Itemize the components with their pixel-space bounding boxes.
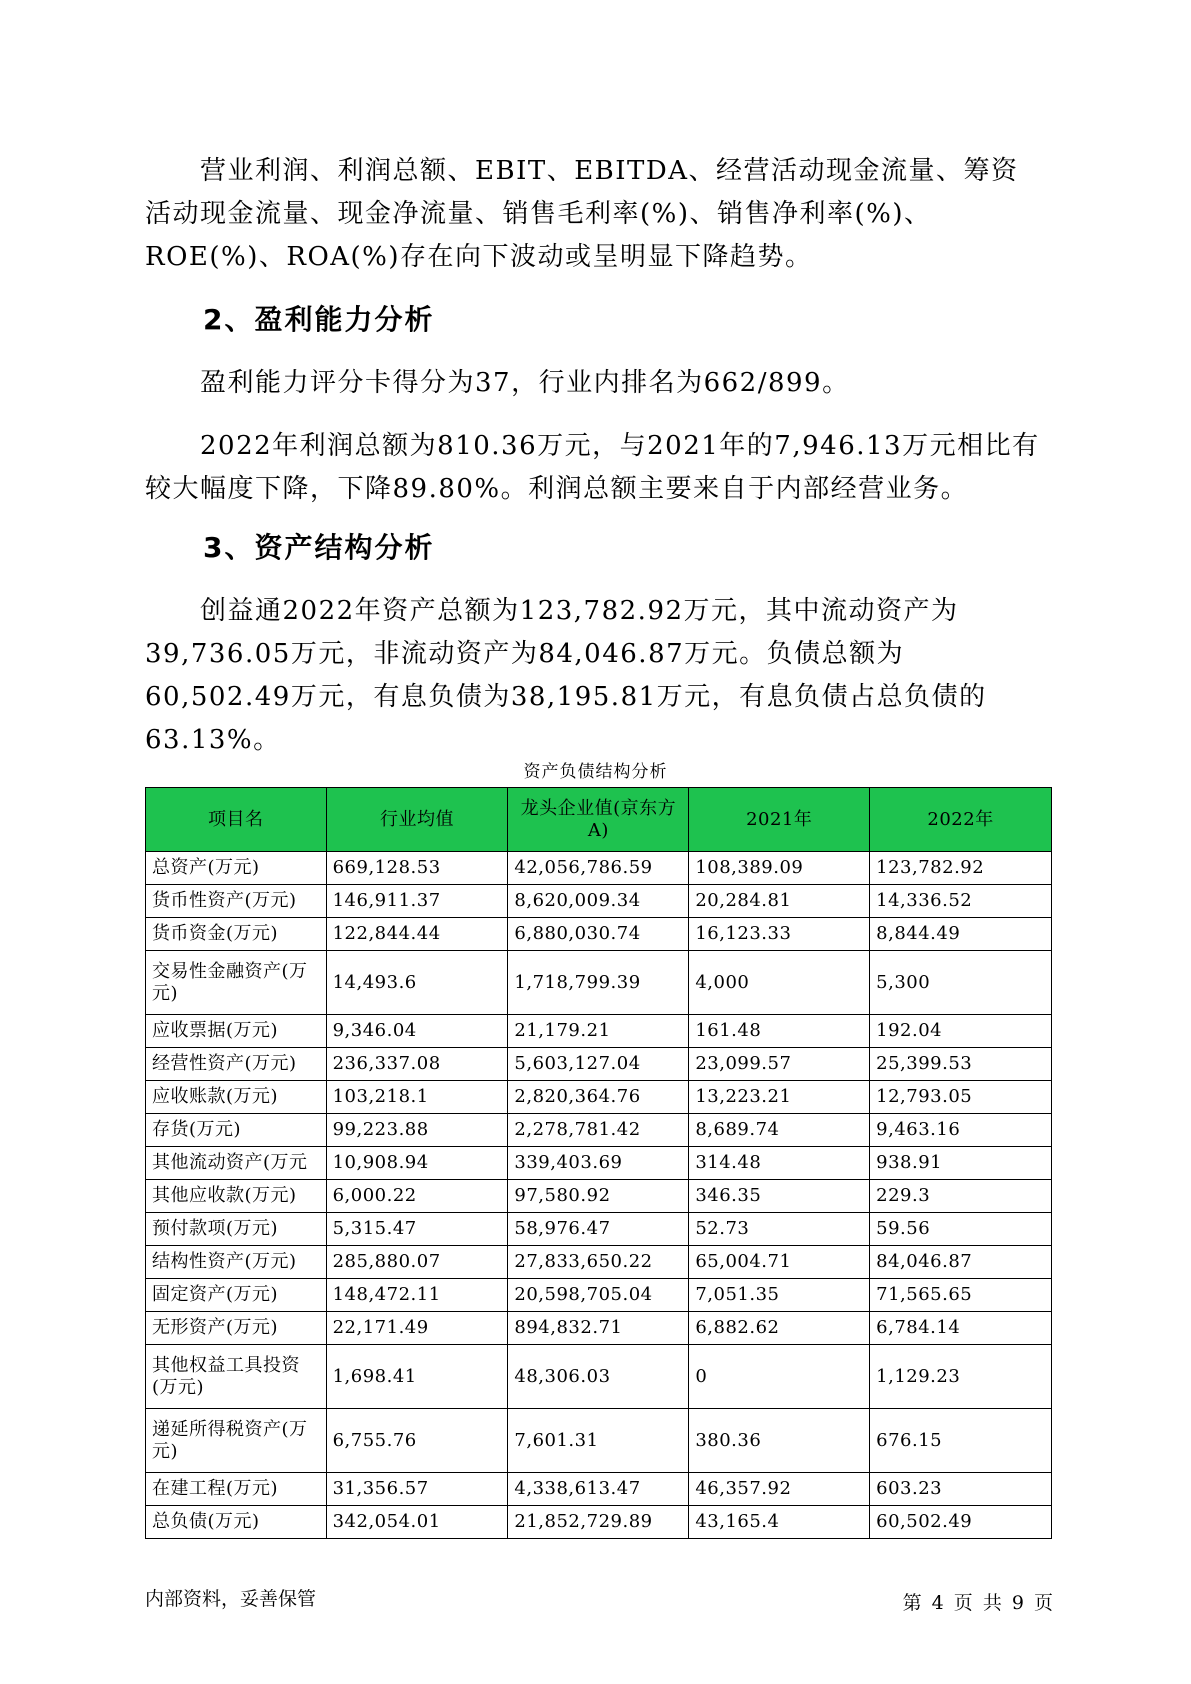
value-cell: 5,300 [870,951,1052,1015]
section-heading-profitability: 2、盈利能力分析 [203,303,435,336]
row-label-cell: 其他权益工具投资(万元) [146,1345,327,1409]
paragraph-profitability-score [145,362,1045,405]
row-label-cell: 结构性资产(万元) [146,1246,327,1279]
row-label-cell: 预付款项(万元) [146,1213,327,1246]
value-cell: 21,852,729.89 [508,1506,689,1539]
value-cell: 676.15 [870,1409,1052,1473]
value-cell: 6,755.76 [326,1409,508,1473]
row-label-cell: 存货(万元) [146,1114,327,1147]
paragraph-total-profit [145,425,1045,511]
value-cell: 31,356.57 [326,1473,508,1506]
table-row [146,1345,1052,1409]
table-row [146,1048,1052,1081]
table-row [146,1409,1052,1473]
value-cell: 1,129.23 [870,1345,1052,1409]
value-cell: 6,784.14 [870,1312,1052,1345]
paragraph-asset-structure [145,590,1045,762]
header-item-name: 项目名 [146,788,327,852]
value-cell: 46,357.92 [689,1473,870,1506]
value-cell: 20,598,705.04 [508,1279,689,1312]
value-cell: 236,337.08 [326,1048,508,1081]
balance-structure-table [145,787,1052,1539]
value-cell: 123,782.92 [870,852,1052,885]
row-label-cell: 无形资产(万元) [146,1312,327,1345]
table-header-row [146,788,1052,852]
value-cell: 14,336.52 [870,885,1052,918]
row-label-cell: 货币资金(万元) [146,918,327,951]
value-cell: 10,908.94 [326,1147,508,1180]
value-cell: 9,346.04 [326,1015,508,1048]
row-label-cell: 在建工程(万元) [146,1473,327,1506]
row-label-cell: 总资产(万元) [146,852,327,885]
value-cell: 8,620,009.34 [508,885,689,918]
value-cell: 5,315.47 [326,1213,508,1246]
header-year-2022: 2022年 [870,788,1052,852]
header-year-2021: 2021年 [689,788,870,852]
value-cell: 60,502.49 [870,1506,1052,1539]
value-cell: 22,171.49 [326,1312,508,1345]
value-cell: 27,833,650.22 [508,1246,689,1279]
value-cell: 346.35 [689,1180,870,1213]
value-cell: 20,284.81 [689,885,870,918]
value-cell: 99,223.88 [326,1114,508,1147]
table-row [146,1147,1052,1180]
value-cell: 16,123.33 [689,918,870,951]
value-cell: 6,000.22 [326,1180,508,1213]
value-cell: 5,603,127.04 [508,1048,689,1081]
value-cell: 9,463.16 [870,1114,1052,1147]
value-cell: 314.48 [689,1147,870,1180]
value-cell: 1,698.41 [326,1345,508,1409]
value-cell: 7,601.31 [508,1409,689,1473]
table-row [146,1015,1052,1048]
value-cell: 6,882.62 [689,1312,870,1345]
value-cell: 48,306.03 [508,1345,689,1409]
row-label-cell: 交易性金融资产(万元) [146,951,327,1015]
value-cell: 229.3 [870,1180,1052,1213]
value-cell: 65,004.71 [689,1246,870,1279]
table-row [146,1114,1052,1147]
value-cell: 58,976.47 [508,1213,689,1246]
value-cell: 13,223.21 [689,1081,870,1114]
table-row [146,918,1052,951]
value-cell: 23,099.57 [689,1048,870,1081]
value-cell: 4,338,613.47 [508,1473,689,1506]
value-cell: 8,689.74 [689,1114,870,1147]
value-cell: 108,389.09 [689,852,870,885]
header-leader-value: 龙头企业值(京东方A) [508,788,689,852]
row-label-cell: 应收账款(万元) [146,1081,327,1114]
value-cell: 342,054.01 [326,1506,508,1539]
value-cell: 8,844.49 [870,918,1052,951]
value-cell: 2,278,781.42 [508,1114,689,1147]
row-label-cell: 应收票据(万元) [146,1015,327,1048]
table-row [146,885,1052,918]
value-cell: 161.48 [689,1015,870,1048]
paragraph-text: 盈利能力评分卡得分为37，行业内排名为662/899。 [200,368,850,398]
row-label-cell: 经营性资产(万元) [146,1048,327,1081]
row-label-cell: 其他流动资产(万元 [146,1147,327,1180]
value-cell: 192.04 [870,1015,1052,1048]
value-cell: 97,580.92 [508,1180,689,1213]
value-cell: 42,056,786.59 [508,852,689,885]
value-cell: 71,565.65 [870,1279,1052,1312]
table-row [146,1473,1052,1506]
table-row [146,1180,1052,1213]
value-cell: 43,165.4 [689,1506,870,1539]
row-label-cell: 固定资产(万元) [146,1279,327,1312]
value-cell: 103,218.1 [326,1081,508,1114]
row-label-cell: 总负债(万元) [146,1506,327,1539]
value-cell: 603.23 [870,1473,1052,1506]
paragraph-text: 创益通2022年资产总额为123,782.92万元，其中流动资产为39,736.05万元，非流动资产为84,046.87万元。负债总额为60,502.49万元，有息负债为38,195.81万元，有息负债占总负债的63.13%。 [145,596,987,755]
value-cell: 6,880,030.74 [508,918,689,951]
table-caption: 资产负债结构分析 [523,762,668,782]
value-cell: 25,399.53 [870,1048,1052,1081]
value-cell: 59.56 [870,1213,1052,1246]
value-cell: 14,493.6 [326,951,508,1015]
value-cell: 146,911.37 [326,885,508,918]
value-cell: 339,403.69 [508,1147,689,1180]
table-row [146,1081,1052,1114]
footer-confidential-note: 内部资料，妥善保管 [145,1588,317,1610]
table-row [146,1213,1052,1246]
table-body [146,852,1052,1539]
paragraph-trend-summary [145,150,1045,279]
table-row [146,852,1052,885]
value-cell: 12,793.05 [870,1081,1052,1114]
row-label-cell: 递延所得税资产(万元) [146,1409,327,1473]
value-cell: 52.73 [689,1213,870,1246]
value-cell: 285,880.07 [326,1246,508,1279]
value-cell: 84,046.87 [870,1246,1052,1279]
value-cell: 148,472.11 [326,1279,508,1312]
table-row [146,1312,1052,1345]
value-cell: 1,718,799.39 [508,951,689,1015]
table-row [146,1279,1052,1312]
value-cell: 122,844.44 [326,918,508,951]
value-cell: 0 [689,1345,870,1409]
row-label-cell: 货币性资产(万元) [146,885,327,918]
table-row [146,951,1052,1015]
value-cell: 938.91 [870,1147,1052,1180]
table-row [146,1246,1052,1279]
paragraph-text: 2022年利润总额为810.36万元，与2021年的7,946.13万元相比有较大幅度下降，下降89.80%。利润总额主要来自于内部经营业务。 [145,431,1040,504]
table-row [146,1506,1052,1539]
value-cell: 669,128.53 [326,852,508,885]
value-cell: 7,051.35 [689,1279,870,1312]
value-cell: 894,832.71 [508,1312,689,1345]
section-heading-asset-structure: 3、资产结构分析 [203,531,435,564]
value-cell: 21,179.21 [508,1015,689,1048]
footer-page-number: 第 4 页 共 9 页 [902,1592,1053,1614]
value-cell: 4,000 [689,951,870,1015]
value-cell: 2,820,364.76 [508,1081,689,1114]
header-industry-average: 行业均值 [326,788,508,852]
row-label-cell: 其他应收款(万元) [146,1180,327,1213]
paragraph-text: 营业利润、利润总额、EBIT、EBITDA、经营活动现金流量、筹资活动现金流量、现金净流量、销售毛利率(%)、销售净利率(%)、ROE(%)、ROA(%)存在向下波动或呈明显下降趋势。 [145,156,1019,272]
value-cell: 380.36 [689,1409,870,1473]
